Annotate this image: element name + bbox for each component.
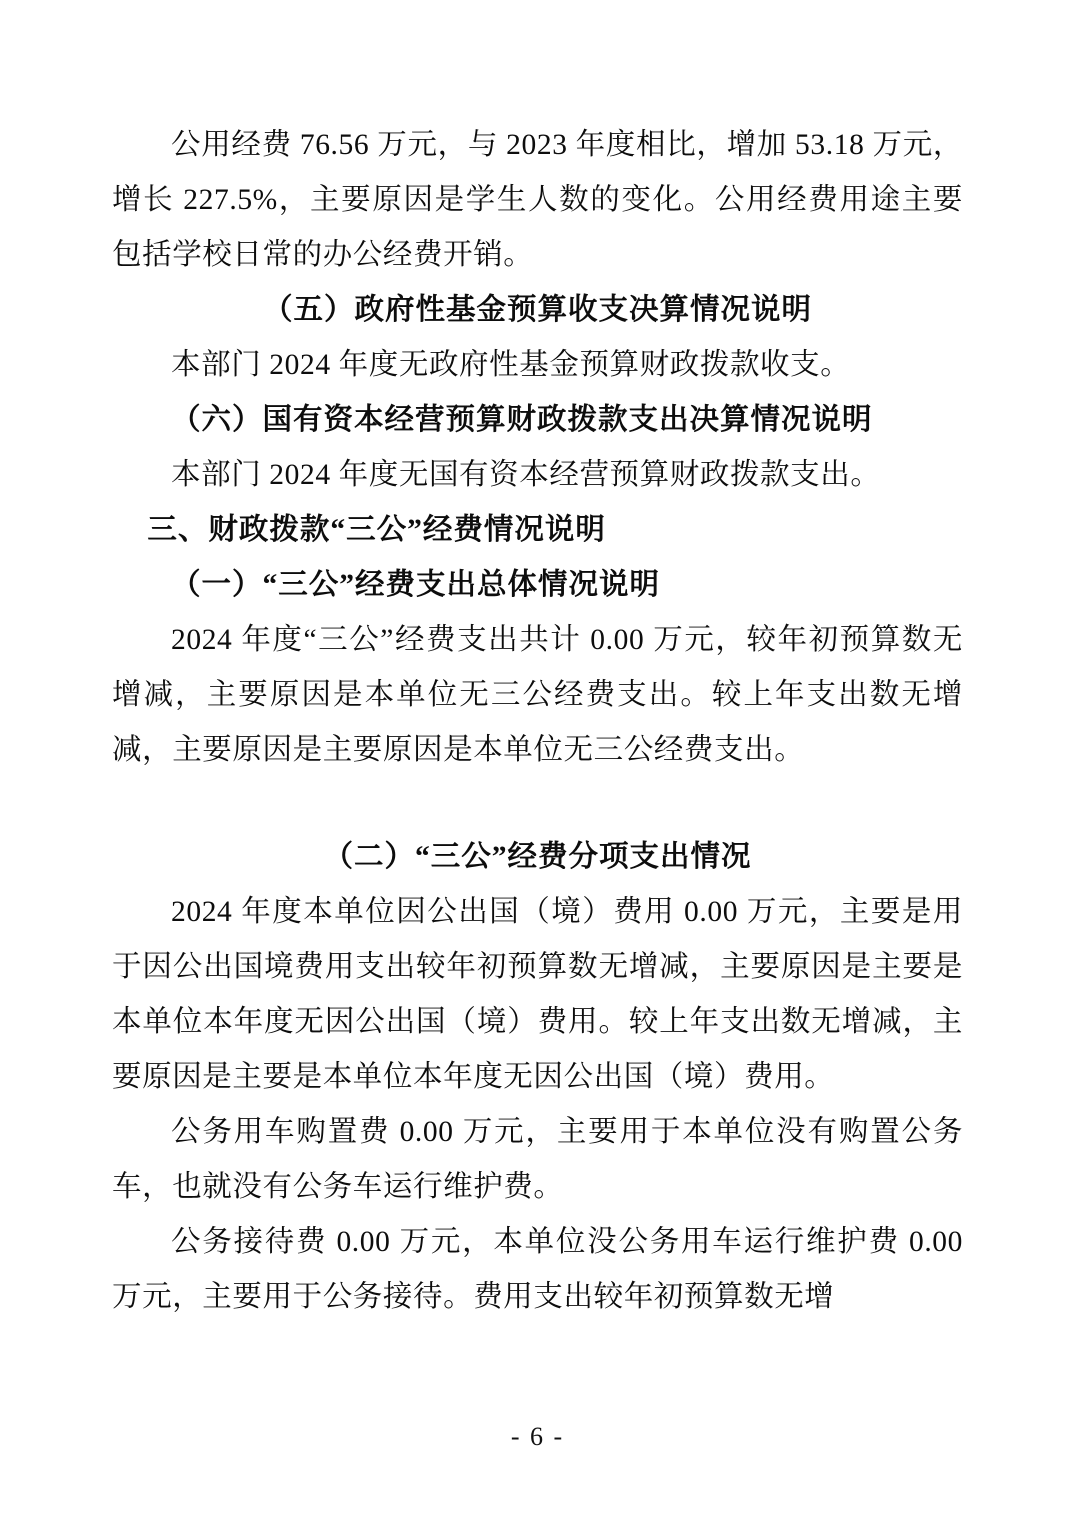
heading-section-five: （五）政府性基金预算收支决算情况说明 [262, 294, 812, 326]
paragraph-overseas-travel: 2024 年度本单位因公出国（境）费用 0.00 万元，主要是用于因公出国境费用支出较年初预算数无增减，主要原因是主要是本单位本年度无因公出国（境）费用。较上年支出数无增减，主要原因是主要是本单位本年度无因公出国（境）费用。 [112, 896, 963, 1093]
heading-chapter-three: 三、财政拨款“三公”经费情况说明 [147, 514, 606, 546]
paragraph-spacer [112, 778, 963, 830]
paragraph-public-funds: 公用经费 76.56 万元，与 2023 年度相比，增加 53.18 万元，增长 227.5%，主要原因是学生人数的变化。公用经费用途主要包括学校日常的办公经费开销。 [112, 129, 963, 271]
document-body [112, 118, 963, 1325]
heading-section-six: （六）国有资本经营预算财政拨款支出决算情况说明 [171, 404, 873, 436]
page-number: - 6 - [510, 1422, 565, 1451]
paragraph-vehicle-purchase: 公务用车购置费 0.00 万元，主要用于本单位没有购置公务车，也就没有公务车运行维护费。 [112, 1116, 963, 1203]
heading-subsection-one: （一）“三公”经费支出总体情况说明 [171, 569, 661, 601]
paragraph-section-six-body: 本部门 2024 年度无国有资本经营预算财政拨款支出。 [171, 459, 881, 491]
heading-subsection-two: （二）“三公”经费分项支出情况 [323, 841, 752, 873]
paragraph-official-reception: 公务接待费 0.00 万元，本单位没公务用车运行维护费 0.00 万元，主要用于公务接待。费用支出较年初预算数无增 [112, 1226, 963, 1313]
paragraph-section-five-body: 本部门 2024 年度无政府性基金预算财政拨款收支。 [171, 349, 851, 381]
paragraph-subsection-one-body: 2024 年度“三公”经费支出共计 0.00 万元，较年初预算数无增减，主要原因是本单位无三公经费支出。较上年支出数无增减，主要原因是主要原因是本单位无三公经费支出。 [112, 624, 963, 766]
